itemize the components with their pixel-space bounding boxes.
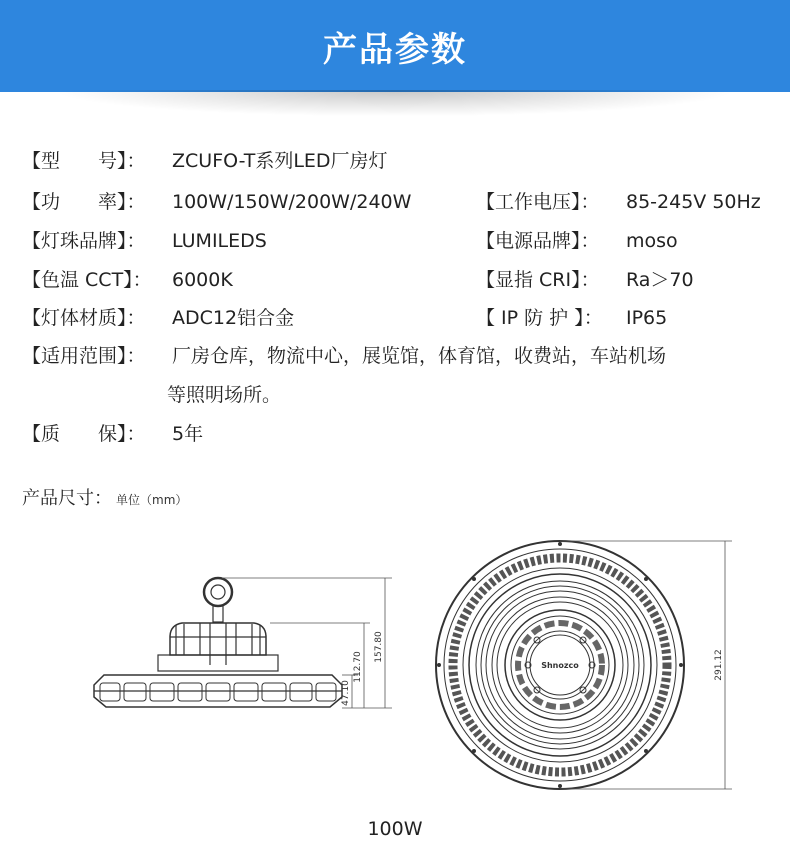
spec-row-voltage (476, 190, 761, 214)
brand-mark: Shnozco (541, 661, 579, 670)
spec-value: 等照明场所。 (167, 384, 282, 406)
spec-row-power (22, 190, 411, 214)
spec-row-material (22, 306, 294, 330)
spec-row-application-cont (167, 383, 281, 407)
spec-value: LUMILEDS (172, 230, 267, 252)
dim-label-height: 157.80 (374, 631, 384, 663)
spec-row-cri (476, 268, 694, 292)
spec-value: ZCUFO-T系列LED厂房灯 (172, 150, 388, 172)
spec-value: IP65 (626, 307, 668, 329)
spec-value: 85-245V 50Hz (626, 191, 761, 213)
header-banner (0, 0, 790, 92)
spec-label: 【功 率】： (22, 191, 146, 213)
spec-row-chip (22, 229, 267, 253)
spec-row-model (22, 149, 388, 173)
spec-label: 【灯体材质】： (22, 307, 146, 329)
spec-label: 【型 号】： (22, 150, 146, 172)
dimensions-unit: 单位（mm） (116, 493, 188, 507)
spec-value: 6000K (172, 269, 233, 291)
spec-value: 5年 (172, 423, 204, 445)
spec-label: 【 IP 防 护 】： (476, 307, 603, 329)
spec-label: 【质 保】： (22, 423, 146, 445)
dim-label-lower: 47.10 (341, 680, 351, 706)
dim-label-upper: 112.70 (353, 651, 363, 683)
spec-row-warranty (22, 422, 203, 446)
dimensions-heading (22, 484, 187, 510)
spec-value: Ra＞70 (626, 269, 694, 291)
spec-label: 【灯珠品牌】： (22, 230, 146, 252)
spec-label: 【色温 CCT】： (22, 269, 152, 291)
spec-label: 【适用范围】： (22, 345, 146, 367)
spec-label: 【显指 CRI】： (476, 269, 600, 291)
spec-row-application (22, 344, 666, 368)
spec-label: 【工作电压】： (476, 191, 600, 213)
spec-row-cct (22, 268, 233, 292)
spec-row-driver (476, 229, 678, 253)
spec-label: 【电源品牌】： (476, 230, 600, 252)
page-title: 产品参数 (323, 29, 467, 70)
model-caption: 100W (367, 818, 423, 840)
dimension-drawing (80, 525, 740, 810)
spec-value: 厂房仓库，物流中心，展览馆，体育馆，收费站，车站机场 (172, 345, 667, 367)
banner-shadow (60, 90, 730, 116)
dim-label-diameter: 291.12 (714, 649, 724, 681)
front-view (436, 541, 732, 789)
spec-value: moso (626, 230, 678, 252)
spec-value: 100W/150W/200W/240W (172, 191, 412, 213)
dimensions-title: 产品尺寸： (22, 488, 112, 509)
spec-value: ADC12铝合金 (172, 307, 295, 329)
spec-row-ip (476, 306, 667, 330)
